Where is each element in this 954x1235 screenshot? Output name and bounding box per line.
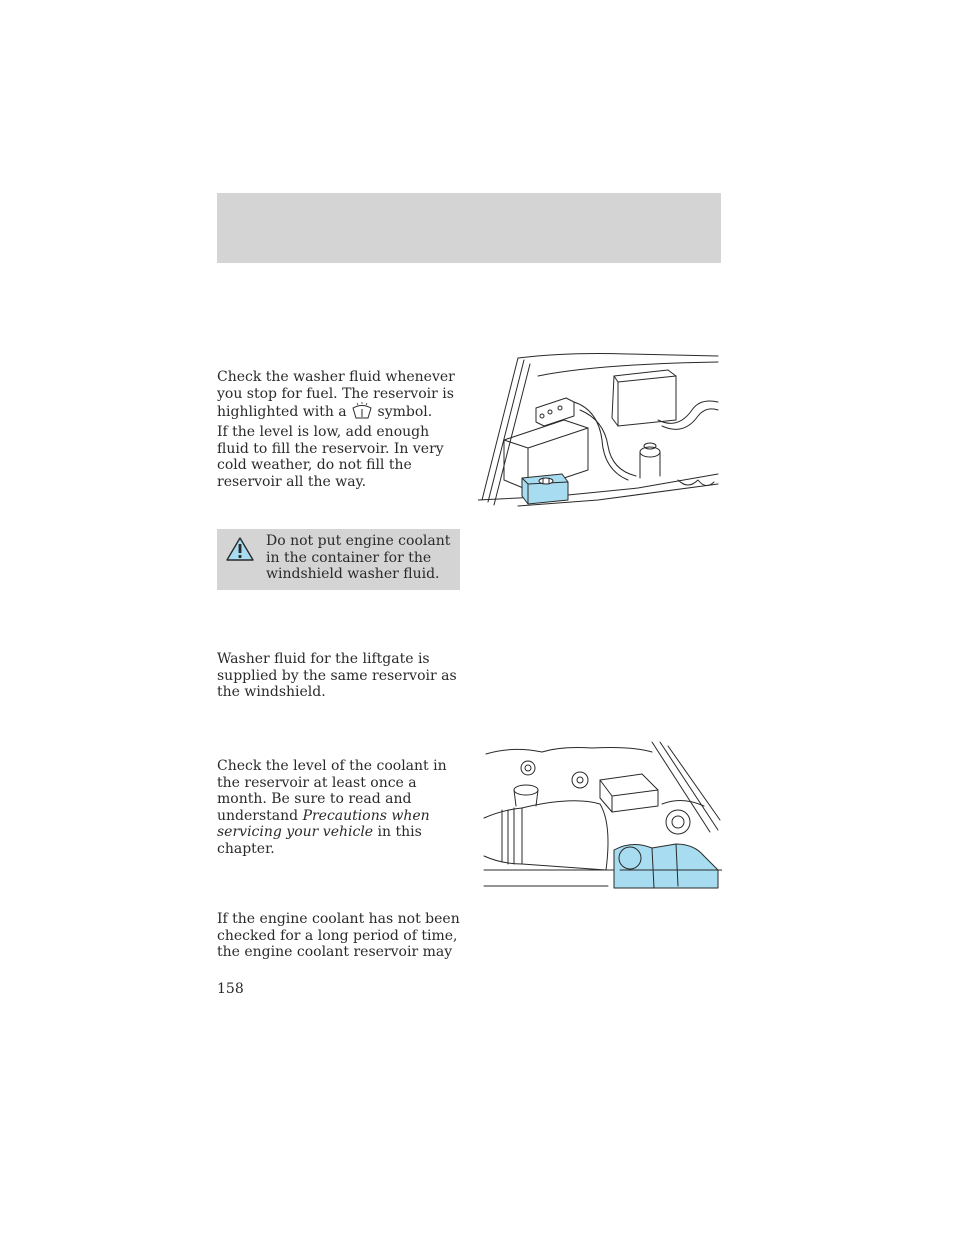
washer-paragraph-1: [217, 369, 462, 421]
coolant-paragraph-1-text: Check the level of the coolant in the reservoir at least once a month. Be sure to read and understand: [217, 758, 447, 824]
washer-paragraph-1-end: symbol.: [377, 404, 433, 420]
washer-reservoir-illustration: [478, 350, 722, 510]
warning-box: [217, 529, 460, 590]
washer-paragraph-1-text: Check the washer fluid whenever you stop for fuel. The reservoir is highlighted with a: [217, 369, 455, 420]
warning-text-block: [224, 533, 456, 583]
windshield-washer-icon: [351, 402, 373, 420]
coolant-paragraph-1-reference: Precautions when servicing your vehicle: [217, 807, 430, 840]
coolant-reservoir-illustration: [482, 740, 722, 895]
washer-paragraph-2: If the level is low, add enough fluid to fill the reservoir. In very cold weather, do not fill the reservoir all the way.: [217, 424, 444, 490]
section-header-band: [217, 193, 721, 263]
coolant-paragraph-2: If the engine coolant has not been checked for a long period of time, the engine coolant reservoir may: [217, 911, 460, 960]
liftgate-paragraph: Washer fluid for the liftgate is supplied by the same reservoir as the windshield.: [217, 651, 457, 700]
coolant-paragraph-1: [217, 758, 462, 857]
page-number: 158: [217, 981, 244, 997]
coolant-paragraph-1-end: in this chapter.: [217, 824, 422, 857]
warning-text: Do not put engine coolant in the container for the windshield washer fluid.: [266, 533, 451, 582]
